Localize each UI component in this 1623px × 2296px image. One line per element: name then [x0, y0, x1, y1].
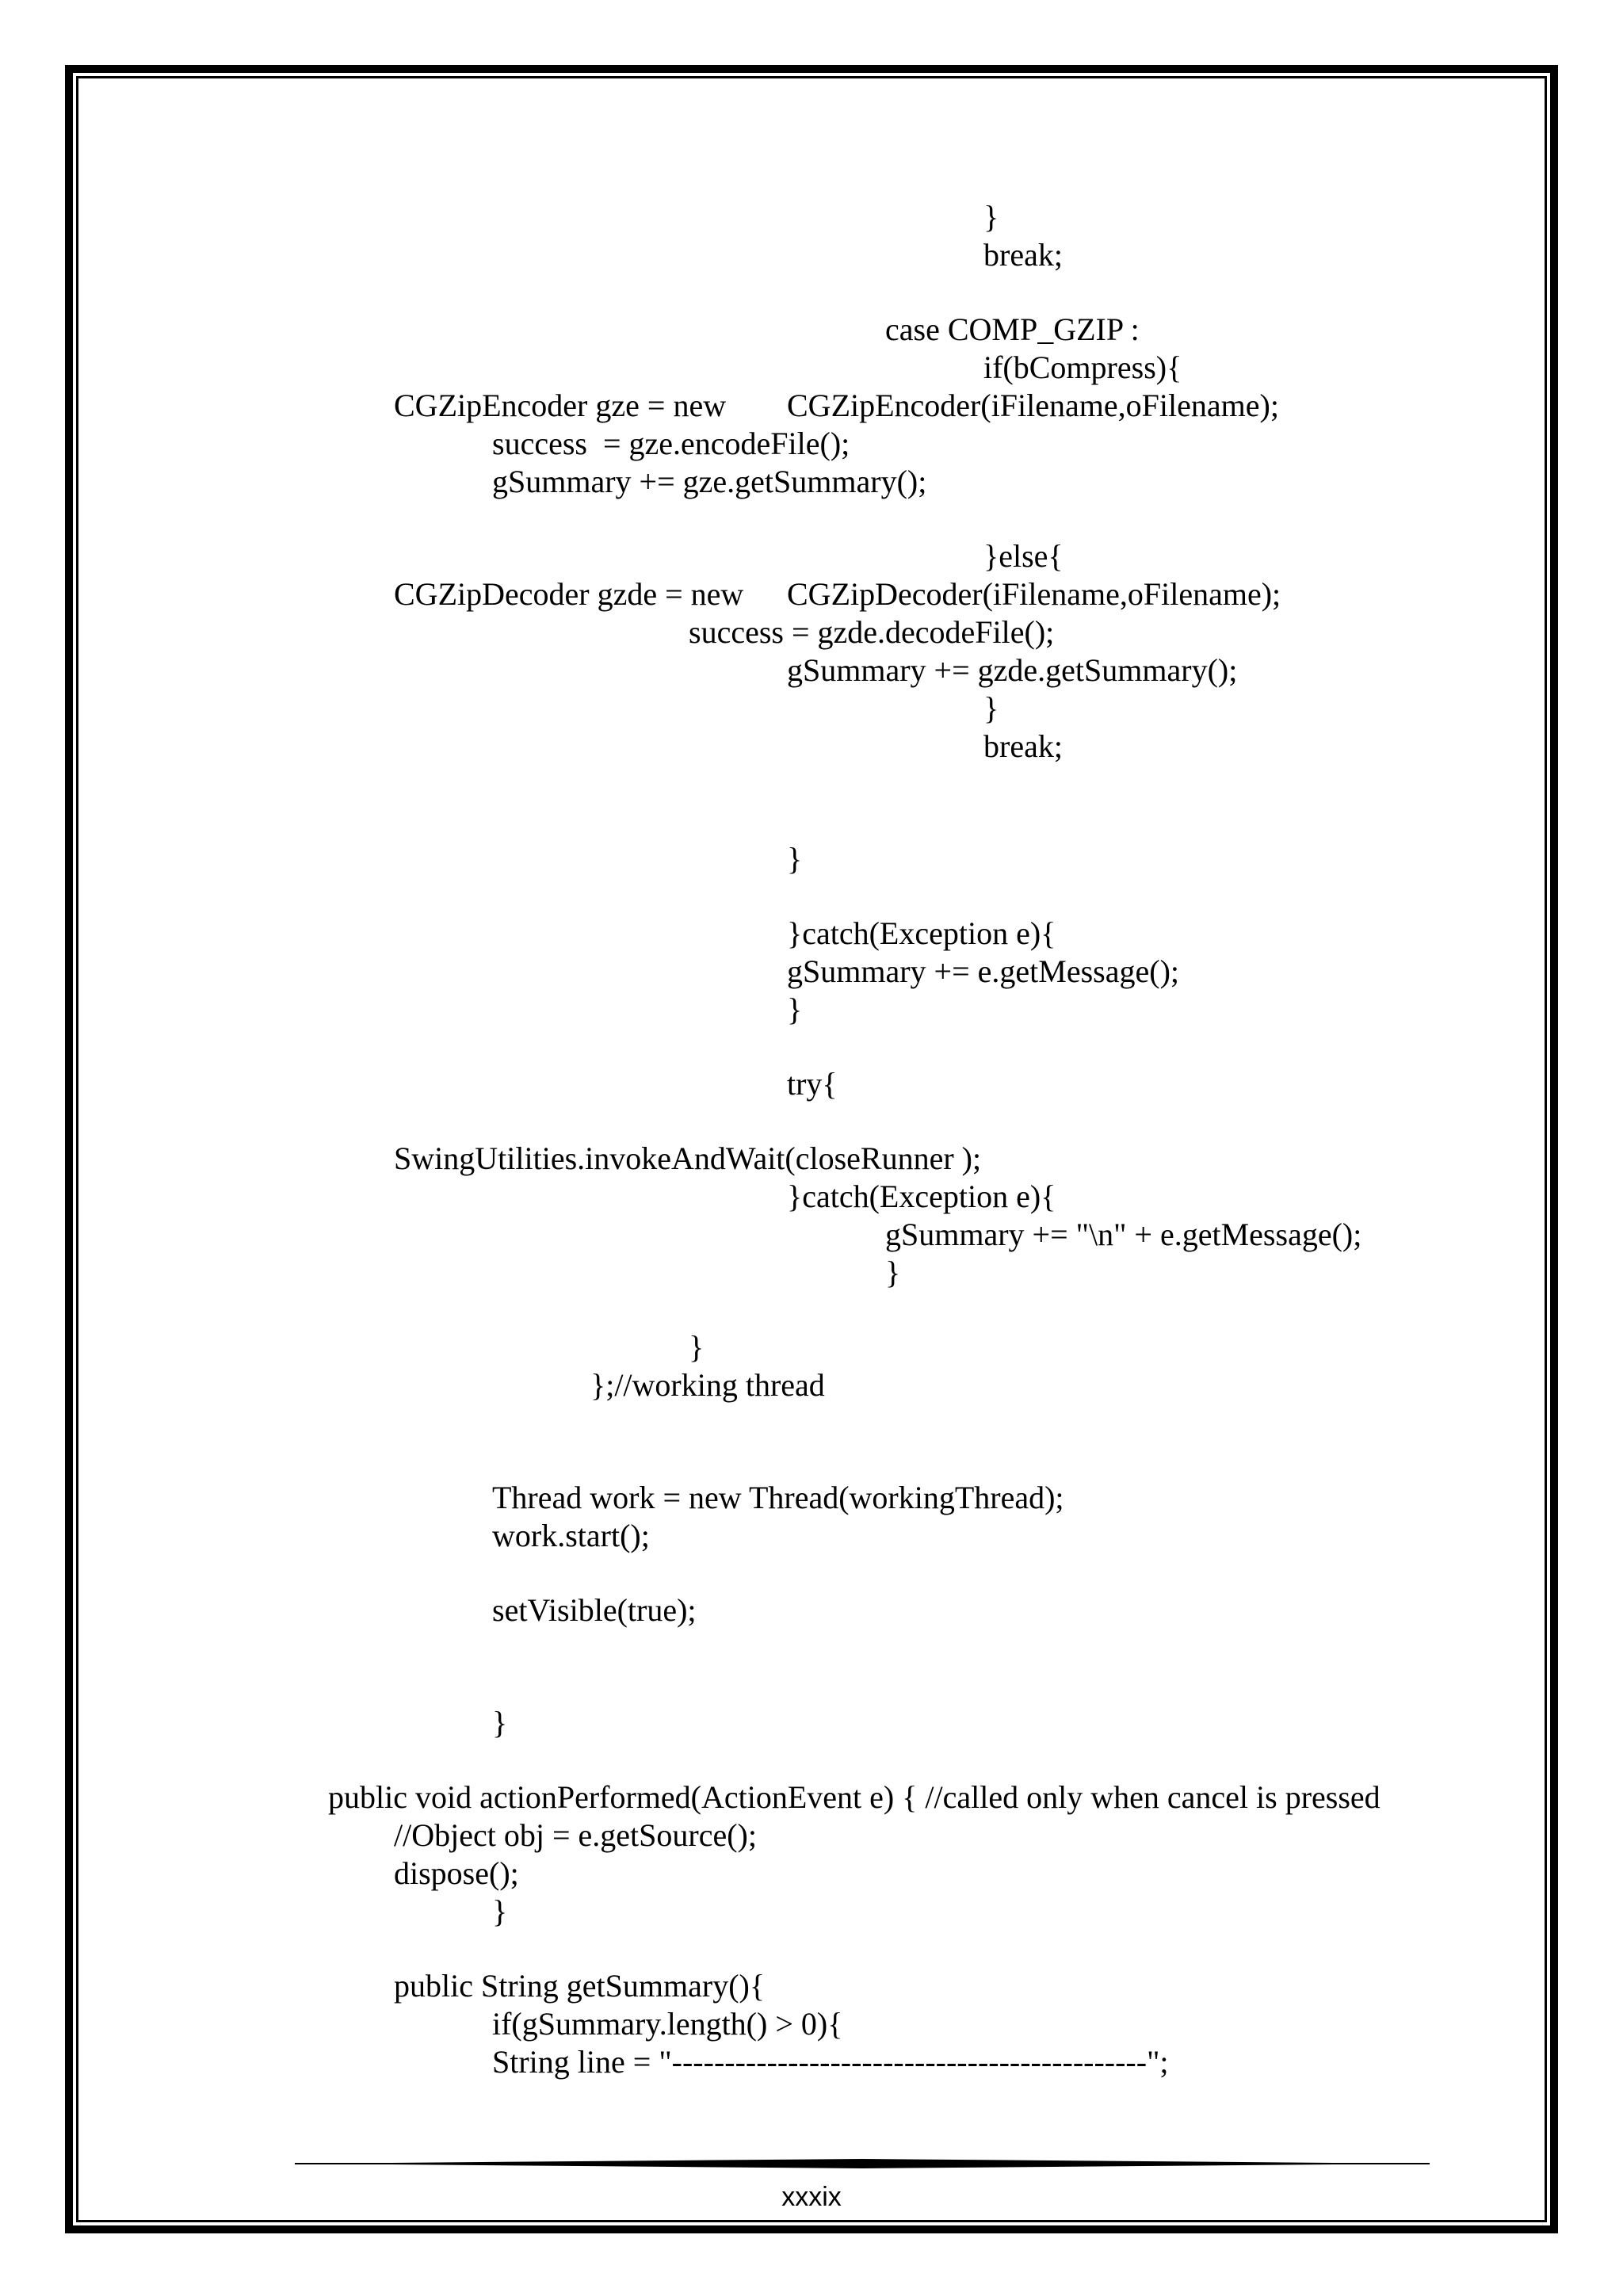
code-line: }catch(Exception e){	[787, 1179, 1056, 1214]
code-line: public void actionPerformed(ActionEvent e) { //called only when cancel is pressed	[328, 1779, 1381, 1815]
code-line: success = gzde.decodeFile();	[689, 614, 1055, 650]
code-line: }	[492, 1705, 508, 1740]
code-line: work.start();	[492, 1518, 650, 1553]
code-line: public String getSummary(){	[394, 1968, 766, 2004]
code-line: gSummary += gzde.getSummary();	[787, 652, 1238, 688]
page-number: xxxix	[781, 2182, 842, 2212]
code-line: if(gSummary.length() > 0){	[492, 2006, 843, 2042]
code-line: CGZipDecoder(iFilename,oFilename);	[787, 576, 1281, 612]
footer-divider	[295, 2157, 1430, 2170]
code-line: String line = "---------------------------------------------";	[492, 2044, 1169, 2080]
code-line: gSummary += e.getMessage();	[787, 953, 1179, 989]
code-line: }	[787, 991, 803, 1027]
code-line: success = gze.encodeFile();	[492, 426, 850, 461]
code-line: dispose();	[394, 1855, 519, 1891]
code-line: }	[885, 1255, 901, 1290]
code-line: break;	[983, 237, 1063, 273]
code-line: };//working thread	[590, 1367, 825, 1403]
code-line: CGZipEncoder gze = new	[394, 388, 727, 423]
code-line: }else{	[983, 538, 1064, 574]
code-line: break;	[983, 728, 1063, 764]
code-line: gSummary += gze.getSummary();	[492, 464, 927, 499]
code-line: }	[492, 1893, 508, 1929]
code-line: if(bCompress){	[983, 350, 1182, 385]
code-line: CGZipDecoder gzde = new	[394, 576, 744, 612]
code-line: gSummary += "\n" + e.getMessage();	[885, 1217, 1362, 1252]
code-line: }	[689, 1329, 705, 1365]
code-line: CGZipEncoder(iFilename,oFilename);	[787, 388, 1279, 423]
code-line: SwingUtilities.invokeAndWait(closeRunner );	[394, 1140, 982, 1176]
code-line: try{	[787, 1066, 838, 1102]
code-line: case COMP_GZIP :	[885, 311, 1140, 347]
code-line: }	[983, 690, 999, 726]
code-line: }catch(Exception e){	[787, 915, 1056, 951]
code-line: }	[983, 199, 999, 235]
code-line: }	[787, 841, 803, 877]
code-line: setVisible(true);	[492, 1592, 697, 1628]
code-line: Thread work = new Thread(workingThread);	[492, 1480, 1064, 1515]
code-line: //Object obj = e.getSource();	[394, 1817, 757, 1853]
